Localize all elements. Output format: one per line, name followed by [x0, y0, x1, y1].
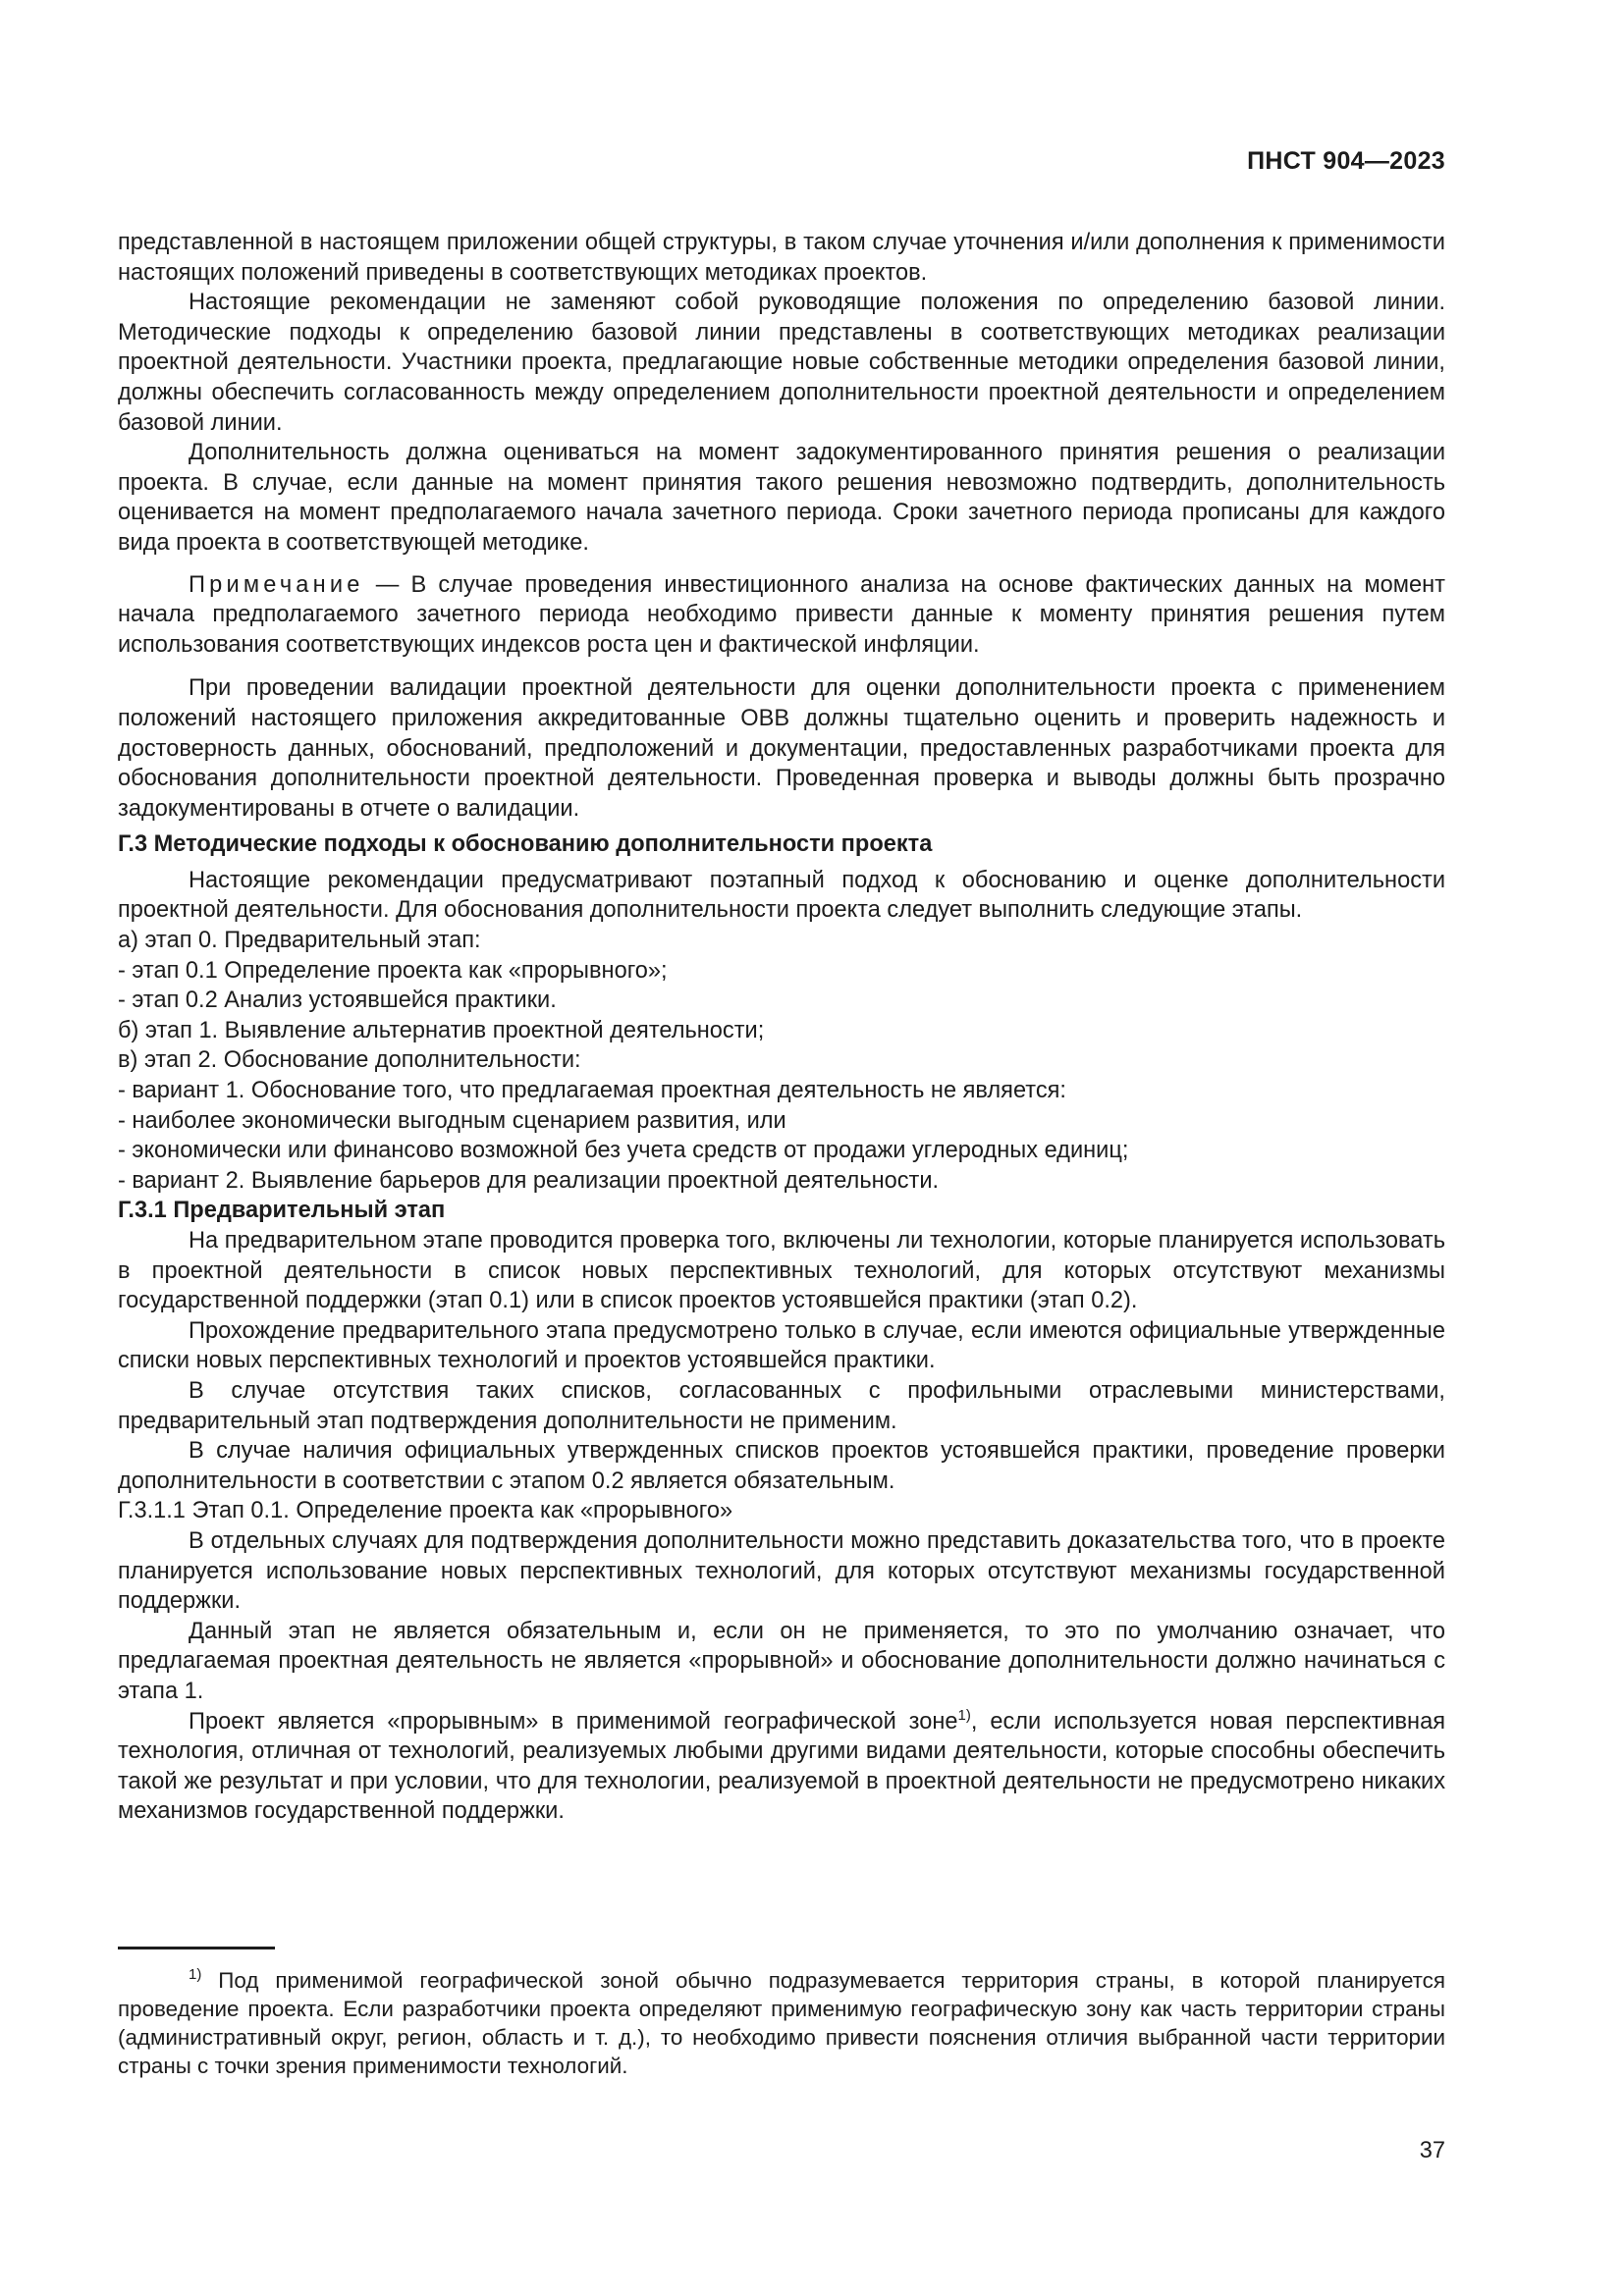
paragraph-validation: При проведении валидации проектной деятельности для оценки дополнительности проекта с применением положений настоящего приложения аккредитованные ОВВ должны тщательно оценить и проверить надежность и достоверность данных, обоснований, предположений и документации, предоставленных разработчиками проекта для обоснования дополнительности проектной деятельности. Проведенная проверка и выводы должны быть прозрачно задокументированы в отчете о валидации. [118, 675, 1445, 822]
list-item-stage-0-1: - этап 0.1 Определение проекта как «прорывного»; [118, 957, 668, 984]
paragraph-continuation: представленной в настоящем приложении общей структуры, в таком случае уточнения и/или дополнения к применимости настоящих положений приведены в соответствующих методиках проектов. [118, 230, 1445, 286]
note-text: — В случае проведения инвестиционного анализа на основе фактических данных на момент начала предполагаемого зачетного периода необходимо привести данные к моменту принятия решения путем использования соответствующих индексов роста цен и фактической инфляции. [118, 571, 1445, 658]
list-item-variant-2: - вариант 2. Выявление барьеров для реализации проектной деятельности. [118, 1167, 940, 1194]
paragraph-optional-stage: Данный этап не является обязательным и, если он не применяется, то это по умолчанию означает, что предлагаемая проектная деятельность не является «прорывной» и обоснование дополнительности должно начинаться с этапа 1. [118, 1618, 1445, 1704]
paragraph-preliminary-check: На предварительном этапе проводится проверка того, включены ли технологии, которые планируется использовать в проектной деятельности в список новых перспективных технологий, для которых отсутствуют механизмы государственной поддержки (этап 0.1) или в список проектов устоявшейся практики (этап 0.2). [118, 1228, 1445, 1314]
note-label: Примечание [189, 571, 364, 598]
list-item-stage-a: а) этап 0. Предварительный этап: [118, 928, 481, 954]
paragraph-evidence: В отдельных случаях для подтверждения дополнительности можно представить доказательства того, что в проекте планируется использование новых перспективных технологий, для которых отсутствуют механизмы государственной поддержки. [118, 1527, 1445, 1615]
document-code: ПНСТ 904—2023 [1247, 147, 1445, 175]
paragraph-preliminary-lists: Прохождение предварительного этапа предусмотрено только в случае, если имеются официальные утвержденные списки новых перспективных технологий и проектов устоявшейся практики. [118, 1317, 1445, 1374]
paragraph-no-lists: В случае отсутствия таких списков, согласованных с профильными отраслевыми министерствами, предварительный этап подтверждения дополнительности не применим. [118, 1377, 1445, 1434]
main-text [118, 228, 1445, 1827]
page-number: 37 [1419, 2138, 1445, 2163]
heading-g3-1: Г.3.1 Предварительный этап [118, 1198, 446, 1224]
heading-g3-1-1: Г.3.1.1 Этап 0.1. Определение проекта как «прорывного» [118, 1498, 733, 1524]
paragraph-breakthrough-definition [118, 1707, 1445, 1827]
list-item-variant-1b: - экономически или финансово возможной без учета средств от продажи углеродных единиц; [118, 1138, 1129, 1164]
heading-g3: Г.3 Методические подходы к обоснованию дополнительности проекта [118, 831, 933, 858]
list-item-stage-0-2: - этап 0.2 Анализ устоявшейся практики. [118, 988, 557, 1014]
footnote-text: Под применимой географической зоной обычно подразумевается территория страны, в которой планируется проведение проекта. Если разработчики проекта определяют применимую географическую зону как часть территории страны (административный округ, регион, область и т. д.), то необходимо привести пояснения отличия выбранной части территории страны с точки зрения применимости технологий. [118, 1968, 1445, 2078]
paragraph-assessment-moment: Дополнительность должна оцениваться на момент задокументированного принятия решения о реализации проекта. В случае, если данные на момент принятия такого решения невозможно подтвердить, дополнительность оценивается на момент предполагаемого начала зачетного периода. Сроки зачетного периода прописаны для каждого вида проекта в соответствующей методике. [118, 440, 1445, 556]
paragraph-stages-intro: Настоящие рекомендации предусматривают поэтапный подход к обоснованию и оценке дополнительности проектной деятельности. Для обоснования дополнительности проекта следует выполнить следующие этапы. [118, 867, 1445, 924]
footnote-marker: 1) [189, 1966, 202, 1983]
breakthrough-text-start: Проект является «прорывным» в применимой географической зоне [189, 1708, 958, 1735]
paragraph-lists-exist: В случае наличия официальных утвержденных списков проектов устоявшейся практики, проведение проверки дополнительности в соответствии с этапом 0.2 является обязательным. [118, 1438, 1445, 1494]
paragraph-baseline: Настоящие рекомендации не заменяют собой руководящие положения по определению базовой линии. Методические подходы к определению базовой линии представлены в соответствующих методиках реализации проектной деятельности. Участники проекта, предлагающие новые собственные методики определения базовой линии, должны обеспечить согласованность между определением дополнительности проектной деятельности и определением базовой линии. [118, 290, 1445, 436]
list-item-stage-b: б) этап 1. Выявление альтернатив проектной деятельности; [118, 1017, 765, 1043]
breakthrough-text-end: , если используется новая перспективная технология, отличная от технологий, реализуемых любыми другими видами деятельности, которые способны обеспечить такой же результат и при условии, что для технологии, реализуемой в проектной деятельности не предусмотрено никаких механизмов государственной поддержки. [118, 1708, 1445, 1825]
footnote-divider [118, 1947, 275, 1949]
footnote [118, 1966, 1445, 2080]
list-item-variant-1: - вариант 1. Обоснование того, что предлагаемая проектная деятельность не является: [118, 1078, 1066, 1104]
list-item-variant-1a: - наиболее экономически выгодным сценарием развития, или [118, 1107, 786, 1134]
footnote-reference: 1) [957, 1706, 971, 1724]
list-item-stage-v: в) этап 2. Обоснование дополнительности: [118, 1047, 581, 1074]
note [118, 570, 1445, 661]
